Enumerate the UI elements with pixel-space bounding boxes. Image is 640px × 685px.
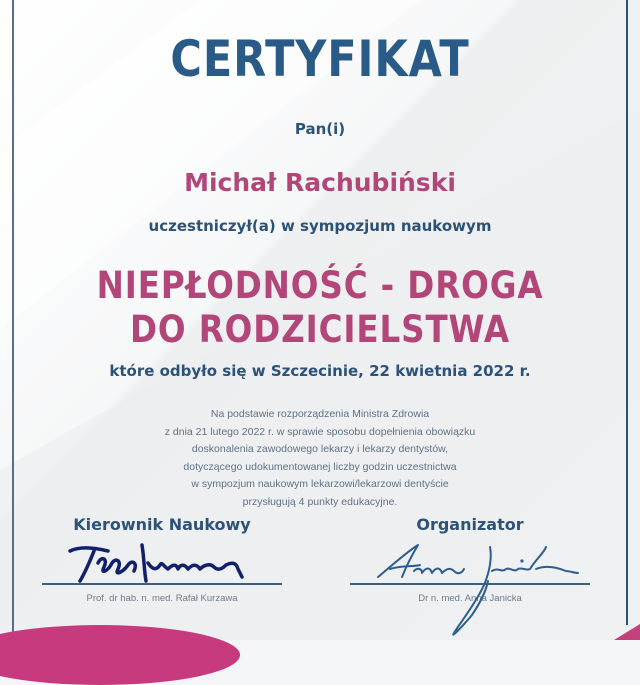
event-title-line-2: DO RODZICIELSTWA (130, 308, 510, 351)
event-title (38, 264, 601, 352)
signature-block-organizer (350, 515, 590, 604)
decorative-pink-wave (0, 625, 240, 685)
frame-border-left (12, 0, 14, 640)
legal-line: przysługują 4 punkty edukacyjne. (242, 495, 398, 508)
signature-heading: Kierownik Naukowy (73, 515, 251, 534)
signature-line (42, 583, 282, 585)
signatory-name: Dr n. med. Anna Janicka (418, 593, 522, 604)
decorative-pink-corner (614, 624, 640, 640)
participation-text: uczestniczył(a) w sympozjum naukowym (148, 217, 492, 235)
event-details: które odbyło się w Szczecinie, 22 kwietnia 2022 r. (109, 362, 531, 380)
signatory-name: Prof. dr hab. n. med. Rafał Kurzawa (86, 593, 238, 604)
handwritten-signature-icon (350, 541, 590, 583)
signature-block-scientific-director (42, 515, 282, 604)
legal-text (0, 406, 640, 511)
event-title-line-1: NIEPŁODNOŚĆ - DROGA (96, 264, 544, 307)
legal-line: w sympozjum naukowym lekarzowi/lekarzowi dentyście (191, 478, 449, 490)
legal-line: z dnia 21 lutego 2022 r. w sprawie sposobu dopełnienia obowiązku (164, 425, 476, 438)
legal-line: doskonalenia zawodowego lekarzy i lekarzy dentystów, (191, 443, 449, 455)
salutation: Pan(i) (294, 120, 346, 138)
legal-line: dotyczącego udokumentowanej liczby godzin uczestnictwa (183, 460, 457, 473)
certificate-title: CERTYFIKAT (170, 30, 470, 88)
recipient-name: Michał Rachubiński (184, 168, 456, 197)
frame-border-right (626, 0, 628, 625)
handwritten-signature-icon (42, 541, 282, 583)
signature-heading: Organizator (416, 515, 524, 534)
legal-line: Na podstawie rozporządzenia Ministra Zdrowia (210, 408, 430, 420)
